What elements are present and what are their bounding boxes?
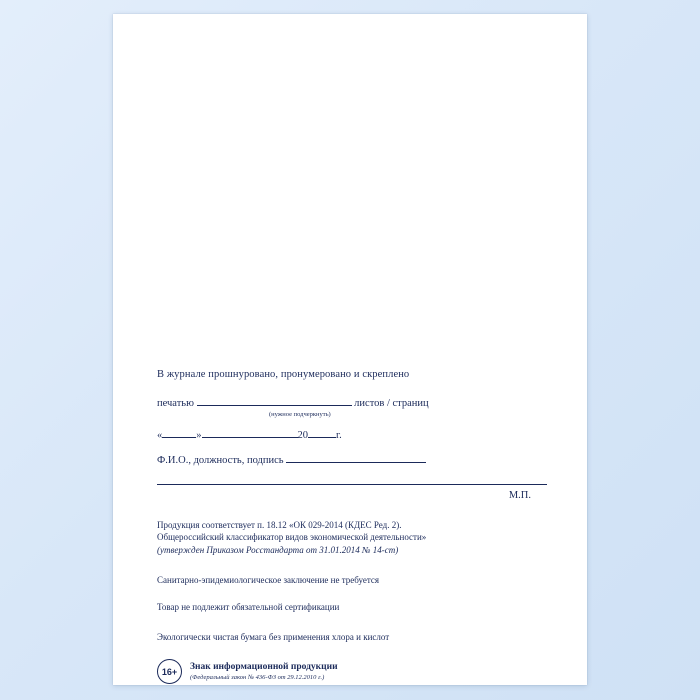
info-sign-text bbox=[190, 662, 338, 683]
fio-blank-line[interactable] bbox=[286, 453, 426, 463]
fio-row bbox=[157, 453, 547, 466]
okved-line-3: (утвержден Приказом Росстандарта от 31.01.2014 № 14-ст) bbox=[157, 544, 399, 555]
sheets-label: листов / страниц bbox=[354, 398, 429, 409]
day-blank-line[interactable] bbox=[162, 428, 196, 438]
binding-statement: В журнале прошнуровано, пронумеровано и скреплено bbox=[157, 369, 410, 380]
document-page bbox=[113, 14, 587, 685]
year-prefix: 20 bbox=[297, 430, 308, 441]
sanitary-note: Санитарно-эпидемиологическое заключение не требуется bbox=[157, 575, 380, 586]
info-sign-title: Знак информационной продукции bbox=[190, 661, 338, 672]
month-blank-line[interactable] bbox=[202, 428, 298, 438]
underline-note: (нужное подчеркнуть) bbox=[269, 411, 331, 418]
eco-note: Экологически чистая бумага без применения хлора и кислот bbox=[157, 632, 390, 643]
certification-note: Товар не подлежит обязательной сертификации bbox=[157, 601, 340, 612]
date-quote-close: » bbox=[196, 430, 202, 441]
seal-blank-line[interactable] bbox=[197, 396, 352, 406]
age-rating-icon: 16+ bbox=[157, 659, 182, 684]
signature-blank-line[interactable] bbox=[157, 472, 547, 485]
okved-paragraph bbox=[157, 519, 547, 556]
info-sign-law: (Федеральный закон № 436-ФЗ от 29.12.2010 г.) bbox=[190, 673, 325, 681]
fio-label: Ф.И.О., должность, подпись bbox=[157, 455, 284, 466]
date-row bbox=[157, 428, 547, 441]
seal-label: печатью bbox=[157, 398, 194, 409]
info-sign-row bbox=[157, 659, 547, 684]
mp-label: М.П. bbox=[508, 490, 531, 501]
document-content bbox=[157, 369, 547, 684]
seal-row bbox=[157, 396, 547, 409]
year-blank-line[interactable] bbox=[308, 428, 336, 438]
okved-line-2: Общероссийский классификатор видов экономической деятельности» bbox=[157, 532, 427, 543]
date-quote-open: « bbox=[157, 430, 163, 441]
year-suffix: г. bbox=[336, 430, 342, 441]
okved-line-1: Продукция соответствует п. 18.12 «ОК 029-2014 (КДЕС Ред. 2). bbox=[157, 520, 402, 530]
